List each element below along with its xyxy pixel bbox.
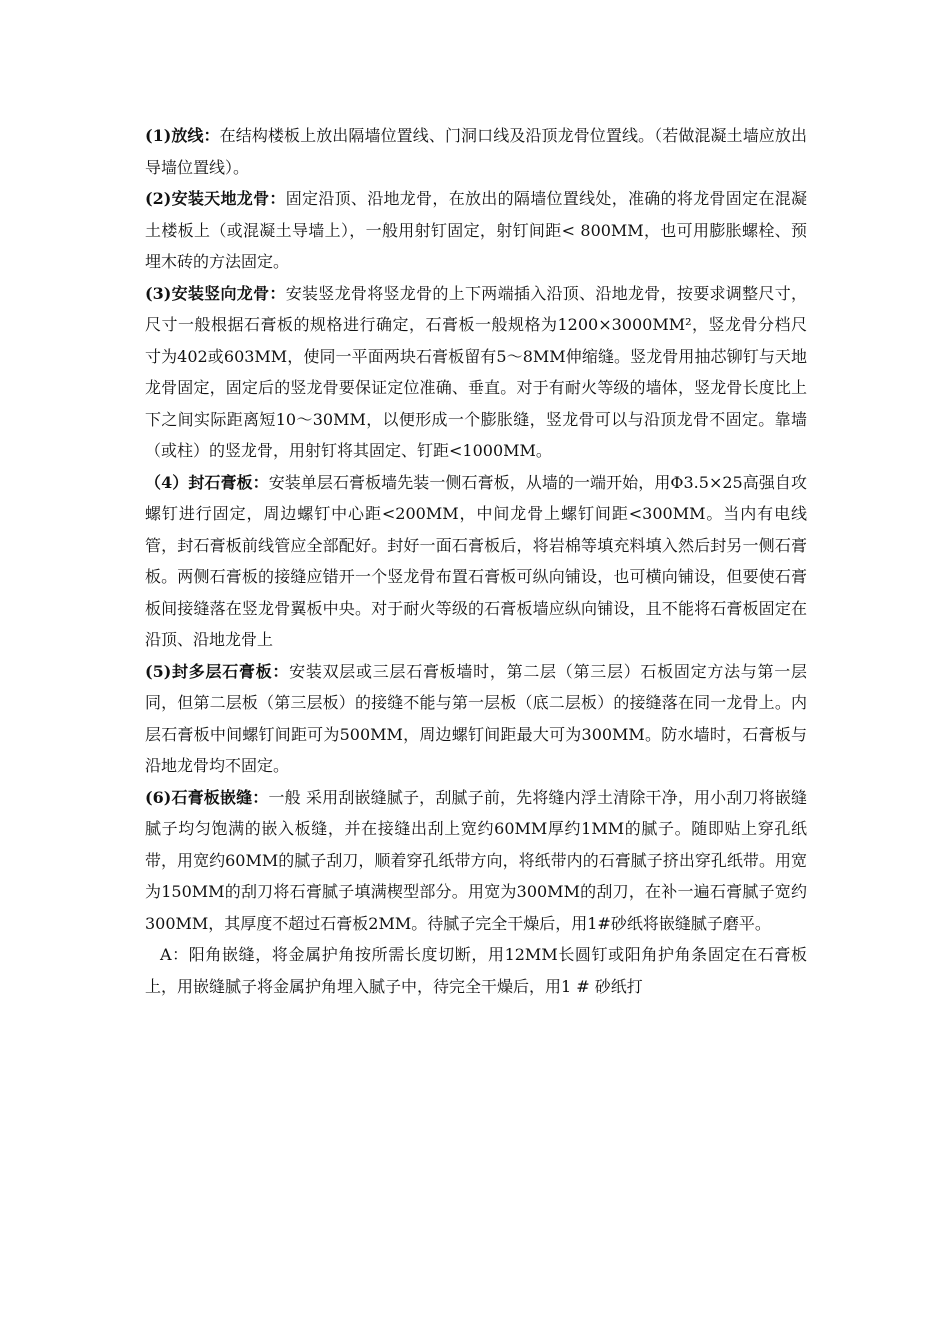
paragraph-step-1 xyxy=(145,120,807,183)
paragraph-step-3 xyxy=(145,278,807,467)
paragraph-step-6 xyxy=(145,782,807,940)
document-page xyxy=(145,120,807,1002)
paragraph-step-5 xyxy=(145,656,807,782)
paragraph-body: 安装单层石膏板墙先装一侧石膏板，从墙的一端开始，用Φ3.5×25高强自攻螺钉进行固定，周边螺钉中心距<200MM，中间龙骨上螺钉间距<300MM。当内有电线管，封石膏板前线管应全部配好。封好一面石膏板后，将岩棉等填充料填入然后封另一侧石膏板。两侧石膏板的接缝应错开一个竖龙骨布置石膏板可纵向铺设，也可横向铺设，但要使石膏板间接缝落在竖龙骨翼板中央。对于耐火等级的石膏板墙应纵向铺设，且不能将石膏板固定在沿顶、沿地龙骨上 xyxy=(145,472,807,649)
paragraph-heading: (3)安装竖向龙骨： xyxy=(145,283,286,303)
paragraph-body: 在结构楼板上放出隔墙位置线、门洞口线及沿顶龙骨位置线。（若做混凝土墙应放出导墙位置线）。 xyxy=(145,126,807,177)
paragraph-step-4 xyxy=(145,467,807,656)
paragraph-body: 固定沿顶、沿地龙骨，在放出的隔墙位置线处，准确的将龙骨固定在混凝土楼板上（或混凝土导墙上），一般用射钉固定，射钉间距< 800MM，也可用膨胀螺栓、预埋木砖的方法固定。 xyxy=(145,189,807,271)
paragraph-body: A：阳角嵌缝，将金属护角按所需长度切断，用12MM长圆钉或阳角护角条固定在石膏板上，用嵌缝腻子将金属护角埋入腻子中，待完全干燥后，用1 # 砂纸打 xyxy=(145,945,807,996)
paragraph-heading: （4）封石膏板： xyxy=(145,472,269,492)
paragraph-item-a xyxy=(145,939,807,1002)
paragraph-step-2 xyxy=(145,183,807,278)
paragraph-heading: (1)放线： xyxy=(145,126,220,145)
paragraph-body: 安装竖龙骨将竖龙骨的上下两端插入沿顶、沿地龙骨，按要求调整尺寸，尺寸一般根据石膏板的规格进行确定，石膏板一般规格为1200×3000MM²，竖龙骨分档尺寸为402或603MM，使同一平面两块石膏板留有5～8MM伸缩缝。竖龙骨用抽芯铆钉与天地龙骨固定，固定后的竖龙骨要保证定位准确、垂直。对于有耐火等级的墙体，竖龙骨长度比上下之间实际距离短10～30MM，以便形成一个膨胀缝，竖龙骨可以与沿顶龙骨不固定。靠墙（或柱）的竖龙骨，用射钉将其固定、钉距<1000MM。 xyxy=(145,283,807,460)
paragraph-body: 一般 采用刮嵌缝腻子，刮腻子前，先将缝内浮土清除干净，用小刮刀将嵌缝腻子均匀饱满的嵌入板缝，并在接缝出刮上宽约60MM厚约1MM的腻子。随即贴上穿孔纸带，用宽约60MM的腻子刮刀，顺着穿孔纸带方向，将纸带内的石膏腻子挤出穿孔纸带。用宽为150MM的刮刀将石膏腻子填满楔型部分。用宽为300MM的刮刀，在补一遍石膏腻子宽约300MM，其厚度不超过石膏板2MM。待腻子完全干燥后，用1#砂纸将嵌缝腻子磨平。 xyxy=(145,787,807,933)
paragraph-body: 安装双层或三层石膏板墙时，第二层（第三层）石板固定方法与第一层同，但第二层板（第三层板）的接缝不能与第一层板（底二层板）的接缝落在同一龙骨上。内层石膏板中间螺钉间距可为500MM，周边螺钉间距最大可为300MM。防水墙时，石膏板与沿地龙骨均不固定。 xyxy=(145,661,807,775)
paragraph-heading: (2)安装天地龙骨： xyxy=(145,189,286,208)
paragraph-heading: (5)封多层石膏板： xyxy=(145,661,290,681)
paragraph-heading: (6)石膏板嵌缝： xyxy=(145,787,269,807)
